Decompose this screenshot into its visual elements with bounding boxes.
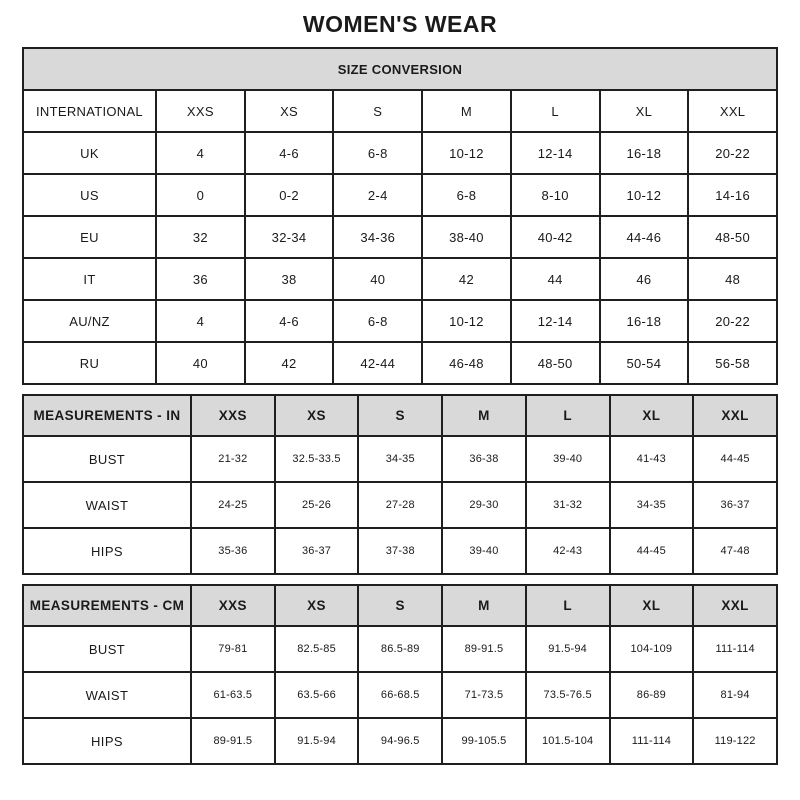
- size-cell: 111-114: [610, 718, 694, 764]
- size-cell: 86.5-89: [358, 626, 442, 672]
- size-cell: 50-54: [600, 342, 689, 384]
- table-row: [23, 626, 777, 672]
- row-label: BUST: [23, 626, 191, 672]
- size-cell: 46-48: [422, 342, 511, 384]
- size-cell: 44: [511, 258, 600, 300]
- size-cell: 36: [156, 258, 245, 300]
- column-header: M: [442, 395, 526, 436]
- size-cell: 99-105.5: [442, 718, 526, 764]
- size-cell: 89-91.5: [191, 718, 275, 764]
- size-cell: 39-40: [526, 436, 610, 482]
- size-cell: 14-16: [688, 174, 777, 216]
- row-label: BUST: [23, 436, 191, 482]
- column-header: XL: [600, 90, 689, 132]
- size-cell: 56-58: [688, 342, 777, 384]
- column-header: XXS: [191, 585, 275, 626]
- size-cell: 4: [156, 300, 245, 342]
- size-cell: 10-12: [422, 300, 511, 342]
- size-cell: 31-32: [526, 482, 610, 528]
- size-cell: 16-18: [600, 300, 689, 342]
- page-title: WOMEN'S WEAR: [302, 11, 498, 37]
- size-cell: 66-68.5: [358, 672, 442, 718]
- size-chart-page: [0, 11, 800, 765]
- size-cell: 79-81: [191, 626, 275, 672]
- measurements-in-table: [22, 394, 778, 575]
- size-cell: 81-94: [693, 672, 777, 718]
- table-banner: SIZE CONVERSION: [23, 48, 777, 90]
- size-cell: 40-42: [511, 216, 600, 258]
- table-row: [23, 528, 777, 574]
- size-cell: 34-35: [358, 436, 442, 482]
- size-cell: 36-37: [275, 528, 359, 574]
- size-cell: 40: [156, 342, 245, 384]
- size-cell: 41-43: [610, 436, 694, 482]
- size-cell: 42: [245, 342, 334, 384]
- table-row: [23, 132, 777, 174]
- column-header-row: [23, 585, 777, 626]
- size-cell: 38-40: [422, 216, 511, 258]
- table-row: [23, 482, 777, 528]
- size-cell: 61-63.5: [191, 672, 275, 718]
- size-cell: 47-48: [693, 528, 777, 574]
- table-row: [23, 342, 777, 384]
- row-label: RU: [23, 342, 156, 384]
- size-cell: 34-36: [333, 216, 422, 258]
- size-cell: 48-50: [688, 216, 777, 258]
- size-cell: 42-43: [526, 528, 610, 574]
- size-cell: 4: [156, 132, 245, 174]
- size-cell: 20-22: [688, 132, 777, 174]
- column-header-row: [23, 395, 777, 436]
- size-cell: 16-18: [600, 132, 689, 174]
- table-row: [23, 718, 777, 764]
- size-cell: 119-122: [693, 718, 777, 764]
- column-header: XS: [275, 585, 359, 626]
- size-cell: 86-89: [610, 672, 694, 718]
- row-label: HIPS: [23, 528, 191, 574]
- column-header: L: [511, 90, 600, 132]
- size-cell: 0: [156, 174, 245, 216]
- column-header: S: [333, 90, 422, 132]
- size-cell: 10-12: [422, 132, 511, 174]
- size-cell: 6-8: [422, 174, 511, 216]
- size-cell: 32-34: [245, 216, 334, 258]
- column-header-row: [23, 90, 777, 132]
- size-cell: 34-35: [610, 482, 694, 528]
- size-cell: 25-26: [275, 482, 359, 528]
- size-cell: 40: [333, 258, 422, 300]
- column-header: L: [526, 395, 610, 436]
- size-cell: 6-8: [333, 300, 422, 342]
- size-cell: 94-96.5: [358, 718, 442, 764]
- size-cell: 91.5-94: [275, 718, 359, 764]
- size-cell: 2-4: [333, 174, 422, 216]
- size-cell: 38: [245, 258, 334, 300]
- size-cell: 4-6: [245, 300, 334, 342]
- table-row: [23, 436, 777, 482]
- column-header: XXL: [693, 585, 777, 626]
- size-cell: 42: [422, 258, 511, 300]
- size-cell: 82.5-85: [275, 626, 359, 672]
- table-banner-row: [23, 48, 777, 90]
- column-header: XL: [610, 395, 694, 436]
- size-cell: 8-10: [511, 174, 600, 216]
- table-row: [23, 300, 777, 342]
- measurements-cm-section: [22, 584, 778, 765]
- size-cell: 4-6: [245, 132, 334, 174]
- size-cell: 32: [156, 216, 245, 258]
- column-header: XXL: [688, 90, 777, 132]
- size-cell: 10-12: [600, 174, 689, 216]
- size-cell: 12-14: [511, 132, 600, 174]
- size-cell: 35-36: [191, 528, 275, 574]
- size-cell: 6-8: [333, 132, 422, 174]
- size-cell: 44-45: [610, 528, 694, 574]
- size-conversion-section: [22, 47, 778, 385]
- size-cell: 101.5-104: [526, 718, 610, 764]
- size-cell: 46: [600, 258, 689, 300]
- row-label: WAIST: [23, 672, 191, 718]
- column-header: M: [422, 90, 511, 132]
- size-cell: 32.5-33.5: [275, 436, 359, 482]
- size-cell: 12-14: [511, 300, 600, 342]
- size-cell: 48: [688, 258, 777, 300]
- column-header: S: [358, 585, 442, 626]
- column-header: XL: [610, 585, 694, 626]
- row-label: IT: [23, 258, 156, 300]
- size-cell: 36-37: [693, 482, 777, 528]
- column-header: XXS: [191, 395, 275, 436]
- size-cell: 48-50: [511, 342, 600, 384]
- table-row: [23, 174, 777, 216]
- size-cell: 37-38: [358, 528, 442, 574]
- size-cell: 27-28: [358, 482, 442, 528]
- column-header: L: [526, 585, 610, 626]
- size-cell: 111-114: [693, 626, 777, 672]
- row-label: AU/NZ: [23, 300, 156, 342]
- measurements-cm-table: [22, 584, 778, 765]
- table-row: [23, 216, 777, 258]
- size-cell: 73.5-76.5: [526, 672, 610, 718]
- column-header: XS: [245, 90, 334, 132]
- row-label: EU: [23, 216, 156, 258]
- size-cell: 39-40: [442, 528, 526, 574]
- column-header: XXL: [693, 395, 777, 436]
- column-header: S: [358, 395, 442, 436]
- column-header: M: [442, 585, 526, 626]
- table-row: [23, 258, 777, 300]
- row-label: US: [23, 174, 156, 216]
- size-cell: 21-32: [191, 436, 275, 482]
- size-cell: 0-2: [245, 174, 334, 216]
- measurements-in-section: [22, 394, 778, 575]
- column-header: MEASUREMENTS - CM: [23, 585, 191, 626]
- column-header: MEASUREMENTS - IN: [23, 395, 191, 436]
- size-cell: 42-44: [333, 342, 422, 384]
- size-cell: 91.5-94: [526, 626, 610, 672]
- size-cell: 24-25: [191, 482, 275, 528]
- size-cell: 63.5-66: [275, 672, 359, 718]
- size-cell: 29-30: [442, 482, 526, 528]
- row-label: UK: [23, 132, 156, 174]
- size-cell: 104-109: [610, 626, 694, 672]
- size-conversion-table: [22, 47, 778, 385]
- table-row: [23, 672, 777, 718]
- row-label: HIPS: [23, 718, 191, 764]
- column-header: XS: [275, 395, 359, 436]
- column-header: XXS: [156, 90, 245, 132]
- row-label: WAIST: [23, 482, 191, 528]
- size-cell: 71-73.5: [442, 672, 526, 718]
- column-header: INTERNATIONAL: [23, 90, 156, 132]
- size-cell: 44-45: [693, 436, 777, 482]
- size-cell: 44-46: [600, 216, 689, 258]
- size-cell: 36-38: [442, 436, 526, 482]
- size-cell: 20-22: [688, 300, 777, 342]
- size-cell: 89-91.5: [442, 626, 526, 672]
